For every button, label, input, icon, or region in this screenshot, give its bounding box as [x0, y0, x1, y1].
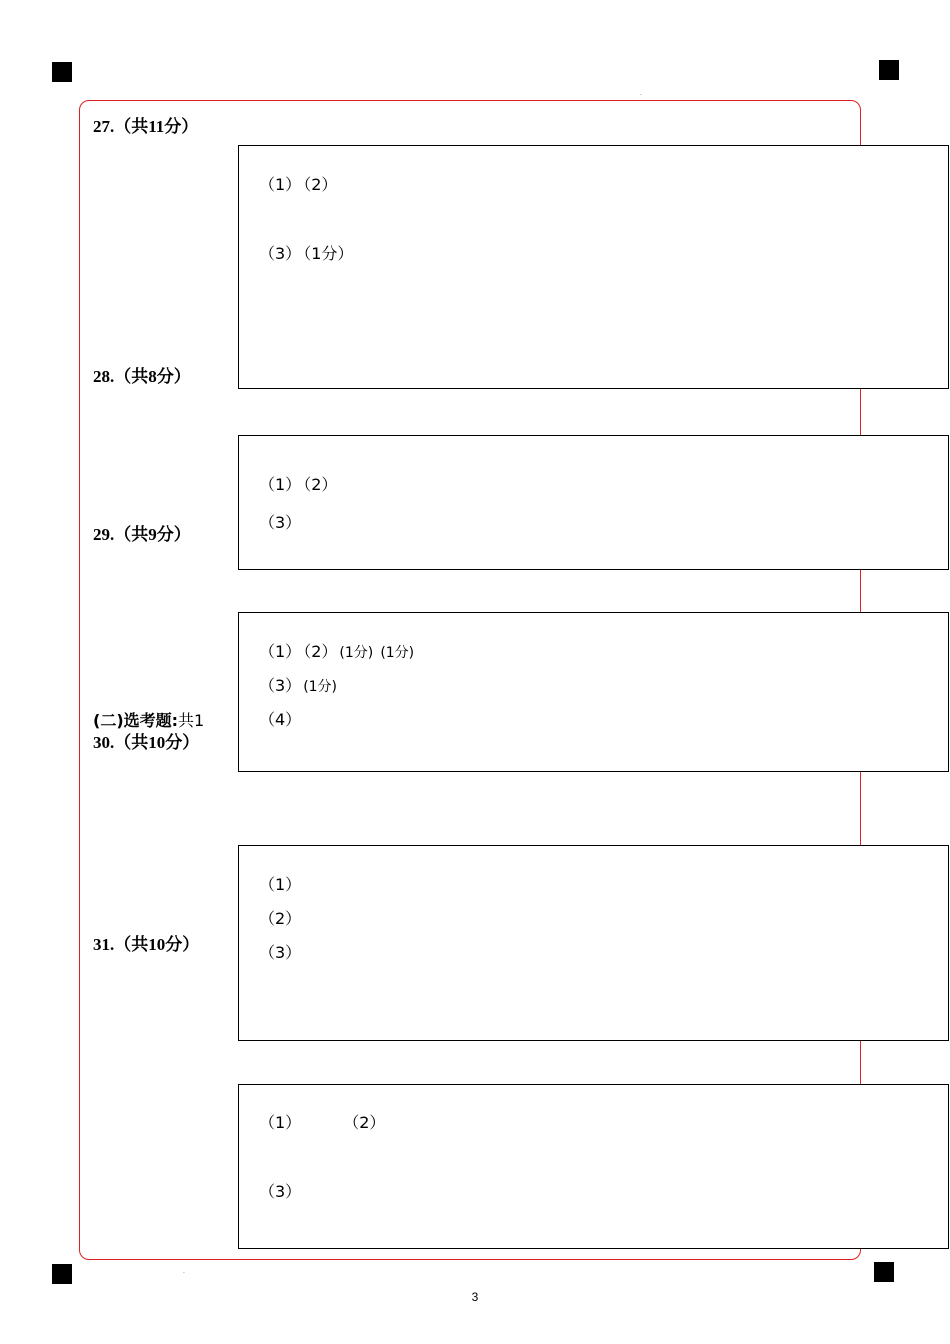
question-30-label: 30.（共10分）: [93, 733, 200, 752]
box5-line1: [259, 1110, 387, 1133]
box4-part2: （2）: [259, 909, 302, 928]
box4-part3: （3）: [259, 943, 302, 962]
question-31-label: 31.（共10分）: [93, 935, 200, 954]
box3-points-b: (1分): [380, 645, 415, 661]
answer-box-1[interactable]: [238, 145, 949, 389]
box1-points: （1分）: [303, 244, 354, 263]
corner-mark-top-right: [879, 60, 899, 80]
box2-line1: [259, 472, 339, 495]
box5-part2: （2）: [351, 1113, 386, 1132]
box2-line2: [259, 510, 303, 533]
corner-mark-top-left: [52, 62, 72, 82]
tick-mark: ·: [640, 92, 642, 99]
answer-box-4[interactable]: [238, 845, 949, 1041]
box3-part3: （3）: [259, 676, 302, 695]
box2-part3: （3）: [259, 513, 302, 532]
box4-line2: [259, 906, 303, 929]
box5-part3: （3）: [259, 1182, 302, 1201]
answer-box-5[interactable]: [238, 1084, 949, 1249]
optional-section-rest: 共1: [178, 711, 205, 730]
box3-part4: （4）: [259, 710, 302, 729]
box3-part1: （1）: [259, 642, 302, 661]
box1-part3: （3）: [259, 244, 302, 263]
question-29-label: 29.（共9分）: [93, 525, 191, 544]
box3-line1: [259, 639, 416, 662]
box5-part1: （1）: [259, 1113, 302, 1132]
box3-line2: [259, 673, 339, 696]
box1-line2: [259, 241, 355, 264]
tick-mark: ·: [183, 1270, 185, 1277]
box3-line3: [259, 707, 303, 730]
answer-box-2[interactable]: [238, 435, 949, 570]
question-27-label: 27.（共11分）: [93, 117, 199, 136]
box4-line3: [259, 940, 303, 963]
box4-line1: [259, 872, 303, 895]
box1-part1: （1）: [259, 175, 302, 194]
optional-section-title: (二)选考题:: [93, 711, 179, 730]
box2-part2: （2）: [303, 475, 338, 494]
box4-part1: （1）: [259, 875, 302, 894]
box3-points-a: (1分): [339, 645, 374, 661]
question-28-label: 28.（共8分）: [93, 367, 191, 386]
corner-mark-bottom-left: [52, 1264, 72, 1284]
box2-part1: （1）: [259, 475, 302, 494]
box5-line2: [259, 1179, 303, 1202]
box3-part2: （2）: [303, 642, 338, 661]
box3-points-c: (1分): [303, 679, 338, 695]
corner-mark-bottom-right: [874, 1262, 894, 1282]
page-number: 3: [471, 1290, 479, 1304]
answer-box-3[interactable]: [238, 612, 949, 772]
box1-line1: [259, 172, 339, 195]
box1-part2: （2）: [303, 175, 338, 194]
